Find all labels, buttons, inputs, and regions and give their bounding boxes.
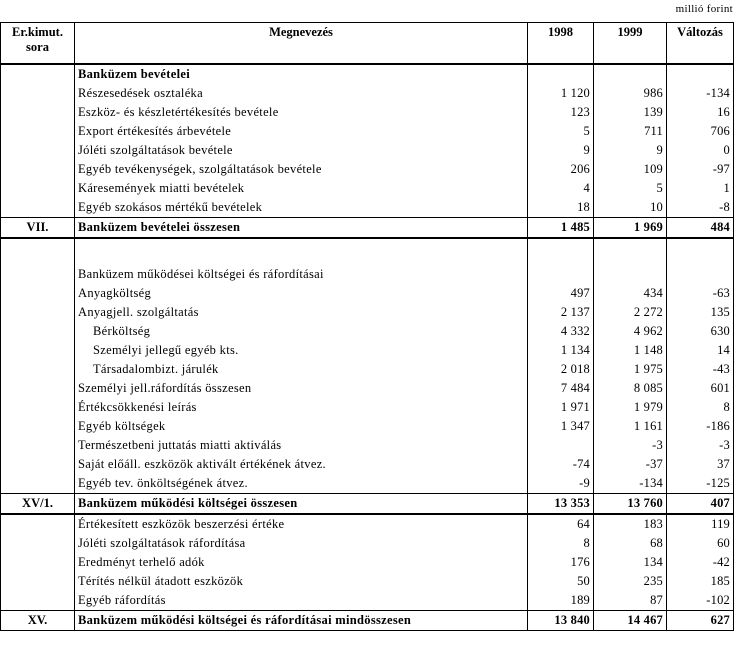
row-name: Káresemények miatti bevételek <box>75 179 528 198</box>
table-row <box>1 494 734 515</box>
row-name: Banküzem bevételei összesen <box>75 218 528 239</box>
header-code-line2: sora <box>26 40 49 54</box>
row-code <box>1 84 75 103</box>
row-change: 407 <box>667 494 734 515</box>
row-value-1999: 8 085 <box>594 379 667 398</box>
row-code <box>1 341 75 360</box>
table-row <box>1 611 734 631</box>
row-value-1999: -37 <box>594 455 667 474</box>
row-name: Banküzem működései költségei és ráfordításai <box>75 265 528 284</box>
row-name: Banküzem bevételei <box>75 64 528 84</box>
table-row <box>1 64 734 84</box>
row-change: 8 <box>667 398 734 417</box>
row-name: Bérköltség <box>75 322 528 341</box>
row-value-1999 <box>594 238 667 265</box>
table-row <box>1 141 734 160</box>
row-value-1998: 1 134 <box>528 341 594 360</box>
table-row <box>1 122 734 141</box>
row-change: -134 <box>667 84 734 103</box>
row-name: Természetbeni juttatás miatti aktiválás <box>75 436 528 455</box>
row-value-1999: 1 979 <box>594 398 667 417</box>
row-code <box>1 141 75 160</box>
row-code <box>1 179 75 198</box>
row-value-1999: 14 467 <box>594 611 667 631</box>
row-change <box>667 64 734 84</box>
row-code <box>1 379 75 398</box>
row-value-1999: 1 148 <box>594 341 667 360</box>
row-change <box>667 265 734 284</box>
row-name: Értékesített eszközök beszerzési értéke <box>75 514 528 534</box>
row-value-1999: 5 <box>594 179 667 198</box>
row-value-1998: 18 <box>528 198 594 218</box>
table-row <box>1 417 734 436</box>
row-change <box>667 238 734 265</box>
row-value-1999: 1 975 <box>594 360 667 379</box>
row-value-1998: 1 971 <box>528 398 594 417</box>
row-value-1998: 5 <box>528 122 594 141</box>
row-value-1998: 8 <box>528 534 594 553</box>
row-name: Egyéb költségek <box>75 417 528 436</box>
table-row <box>1 179 734 198</box>
row-name: Export értékesítés árbevétele <box>75 122 528 141</box>
row-name: Részesedések osztaléka <box>75 84 528 103</box>
row-value-1998: 13 353 <box>528 494 594 515</box>
row-name: Anyagjell. szolgáltatás <box>75 303 528 322</box>
row-name: Jóléti szolgáltatások bevétele <box>75 141 528 160</box>
table-row <box>1 398 734 417</box>
row-code <box>1 398 75 417</box>
row-code <box>1 303 75 322</box>
table-row <box>1 322 734 341</box>
row-code <box>1 455 75 474</box>
row-value-1999: 1 969 <box>594 218 667 239</box>
row-change: 14 <box>667 341 734 360</box>
row-code <box>1 198 75 218</box>
row-value-1998: 2 018 <box>528 360 594 379</box>
row-code <box>1 103 75 122</box>
row-change: -97 <box>667 160 734 179</box>
row-value-1998: 1 485 <box>528 218 594 239</box>
row-change: -3 <box>667 436 734 455</box>
row-name: Banküzem működési költségei és ráfordításai mindösszesen <box>75 611 528 631</box>
row-code <box>1 514 75 534</box>
row-code <box>1 122 75 141</box>
row-name: Banküzem működési költségei összesen <box>75 494 528 515</box>
table-row <box>1 218 734 239</box>
row-change: 37 <box>667 455 734 474</box>
table-row <box>1 379 734 398</box>
table-row <box>1 455 734 474</box>
row-name: Személyi jellegű egyéb kts. <box>75 341 528 360</box>
row-value-1999: 1 161 <box>594 417 667 436</box>
row-code <box>1 534 75 553</box>
row-value-1999: 2 272 <box>594 303 667 322</box>
row-value-1998: 206 <box>528 160 594 179</box>
table-row <box>1 284 734 303</box>
row-change: 1 <box>667 179 734 198</box>
row-name: Egyéb ráfordítás <box>75 591 528 611</box>
row-code <box>1 64 75 84</box>
row-code: XV. <box>1 611 75 631</box>
row-value-1998: 2 137 <box>528 303 594 322</box>
row-value-1998 <box>528 64 594 84</box>
row-code <box>1 436 75 455</box>
row-name: Jóléti szolgáltatások ráfordítása <box>75 534 528 553</box>
row-code <box>1 284 75 303</box>
table-row <box>1 591 734 611</box>
header-change: Változás <box>667 23 734 65</box>
table-row <box>1 103 734 122</box>
row-change: -63 <box>667 284 734 303</box>
row-value-1999: -134 <box>594 474 667 494</box>
row-change: -186 <box>667 417 734 436</box>
row-name: Saját előáll. eszközök aktivált értékének átvez. <box>75 455 528 474</box>
row-change: 484 <box>667 218 734 239</box>
row-code: VII. <box>1 218 75 239</box>
row-value-1998: 189 <box>528 591 594 611</box>
row-change: -43 <box>667 360 734 379</box>
table-row <box>1 84 734 103</box>
row-change: 0 <box>667 141 734 160</box>
row-name: Értékcsökkenési leírás <box>75 398 528 417</box>
row-name: Eredményt terhelő adók <box>75 553 528 572</box>
row-value-1998 <box>528 436 594 455</box>
row-value-1998 <box>528 238 594 265</box>
row-name: Térítés nélkül átadott eszközök <box>75 572 528 591</box>
row-code <box>1 591 75 611</box>
row-value-1999: 434 <box>594 284 667 303</box>
row-change: 706 <box>667 122 734 141</box>
table-row <box>1 265 734 284</box>
row-value-1998: 1 120 <box>528 84 594 103</box>
table-row <box>1 572 734 591</box>
table-row <box>1 238 734 265</box>
row-code <box>1 553 75 572</box>
table-body <box>1 64 734 631</box>
table-row <box>1 436 734 455</box>
row-value-1998: -9 <box>528 474 594 494</box>
table-row <box>1 553 734 572</box>
row-change: -8 <box>667 198 734 218</box>
row-value-1998: -74 <box>528 455 594 474</box>
row-code <box>1 360 75 379</box>
header-row <box>1 23 734 65</box>
row-value-1998: 123 <box>528 103 594 122</box>
row-code <box>1 322 75 341</box>
row-value-1999: -3 <box>594 436 667 455</box>
header-code-line1: Er.kimut. <box>12 25 63 39</box>
header-1999: 1999 <box>594 23 667 65</box>
row-name: Egyéb tevékenységek, szolgáltatások bevétele <box>75 160 528 179</box>
row-value-1998: 4 <box>528 179 594 198</box>
row-value-1999: 68 <box>594 534 667 553</box>
row-change: 119 <box>667 514 734 534</box>
table-row <box>1 474 734 494</box>
row-value-1999: 183 <box>594 514 667 534</box>
row-value-1999 <box>594 64 667 84</box>
row-value-1999: 9 <box>594 141 667 160</box>
row-value-1998: 497 <box>528 284 594 303</box>
row-value-1998: 9 <box>528 141 594 160</box>
row-code: XV/1. <box>1 494 75 515</box>
row-value-1999: 711 <box>594 122 667 141</box>
header-1998: 1998 <box>528 23 594 65</box>
row-value-1999: 134 <box>594 553 667 572</box>
row-code <box>1 417 75 436</box>
row-value-1999: 986 <box>594 84 667 103</box>
row-name: Egyéb szokásos mértékű bevételek <box>75 198 528 218</box>
row-value-1998: 1 347 <box>528 417 594 436</box>
row-value-1998: 7 484 <box>528 379 594 398</box>
row-change: -125 <box>667 474 734 494</box>
header-name: Megnevezés <box>75 23 528 65</box>
row-name: Egyéb tev. önköltségének átvez. <box>75 474 528 494</box>
table-row <box>1 303 734 322</box>
row-change: 630 <box>667 322 734 341</box>
row-value-1999: 10 <box>594 198 667 218</box>
row-change: 601 <box>667 379 734 398</box>
row-change: -42 <box>667 553 734 572</box>
row-value-1999: 13 760 <box>594 494 667 515</box>
row-name <box>75 238 528 265</box>
row-name: Anyagköltség <box>75 284 528 303</box>
row-value-1999: 4 962 <box>594 322 667 341</box>
row-change: 135 <box>667 303 734 322</box>
row-value-1999: 139 <box>594 103 667 122</box>
row-change: 627 <box>667 611 734 631</box>
row-name: Eszköz- és készletértékesítés bevétele <box>75 103 528 122</box>
row-value-1998: 4 332 <box>528 322 594 341</box>
row-change: 185 <box>667 572 734 591</box>
table-row <box>1 514 734 534</box>
row-change: 16 <box>667 103 734 122</box>
row-code <box>1 265 75 284</box>
unit-label: millió forint <box>675 3 733 15</box>
row-change: 60 <box>667 534 734 553</box>
table-row <box>1 341 734 360</box>
row-value-1999: 87 <box>594 591 667 611</box>
row-change: -102 <box>667 591 734 611</box>
header-code <box>1 23 75 65</box>
table-row <box>1 534 734 553</box>
row-value-1998 <box>528 265 594 284</box>
row-code <box>1 572 75 591</box>
row-value-1999 <box>594 265 667 284</box>
row-code <box>1 474 75 494</box>
row-code <box>1 238 75 265</box>
row-name: Személyi jell.ráfordítás összesen <box>75 379 528 398</box>
row-value-1999: 235 <box>594 572 667 591</box>
row-code <box>1 160 75 179</box>
table-row <box>1 160 734 179</box>
row-name: Társadalombizt. járulék <box>75 360 528 379</box>
row-value-1999: 109 <box>594 160 667 179</box>
row-value-1998: 176 <box>528 553 594 572</box>
row-value-1998: 13 840 <box>528 611 594 631</box>
financial-table <box>0 22 734 631</box>
table-row <box>1 360 734 379</box>
table-row <box>1 198 734 218</box>
row-value-1998: 50 <box>528 572 594 591</box>
row-value-1998: 64 <box>528 514 594 534</box>
